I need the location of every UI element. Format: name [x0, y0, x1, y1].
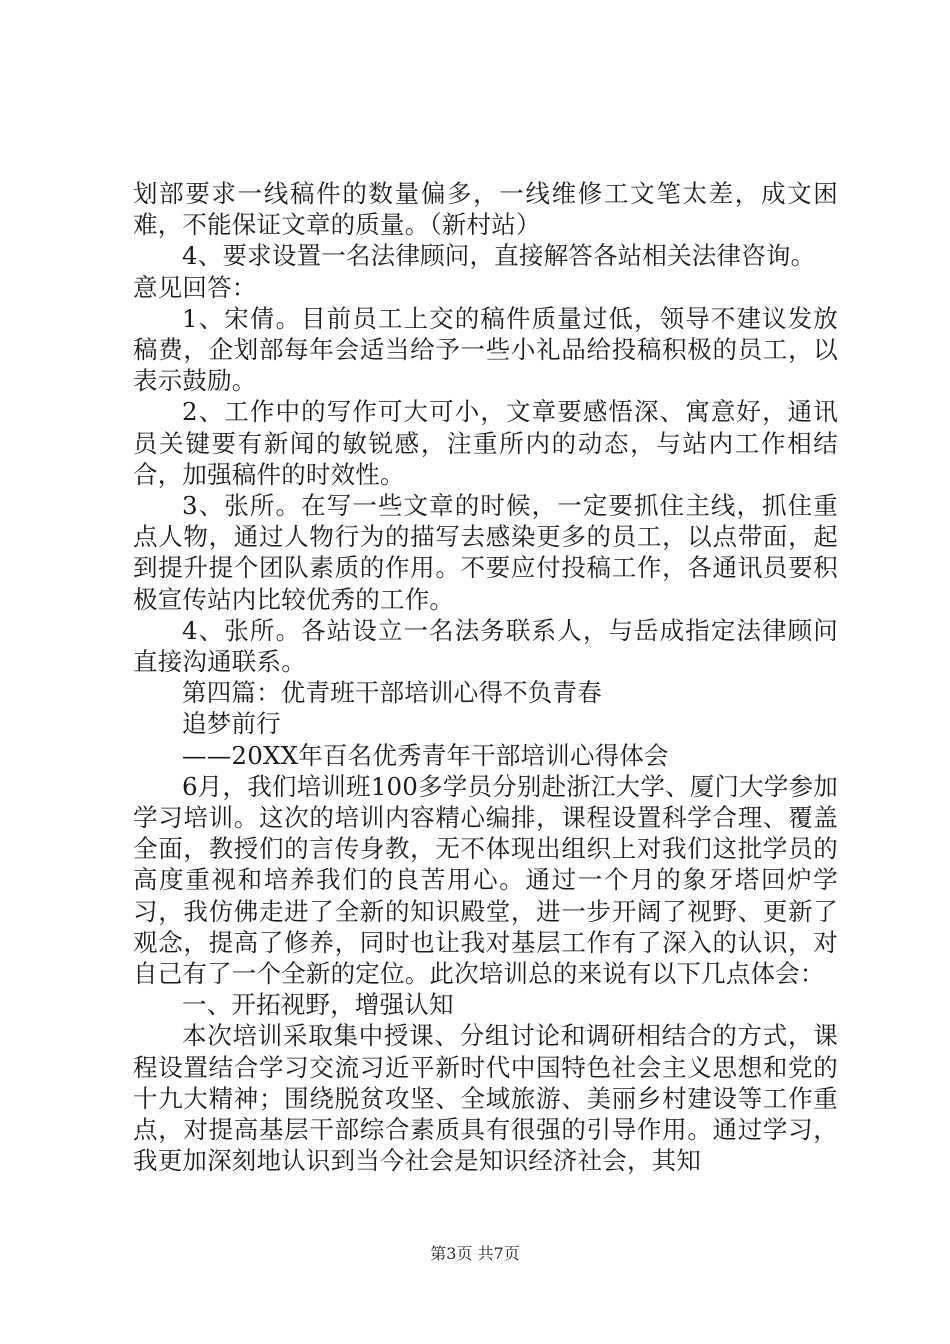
paragraph: 划部要求一线稿件的数量偏多，一线维修工文笔太差，成文困难，不能保证文章的质量。（新村站）: [133, 179, 838, 240]
section-heading: 第四篇：优青班干部培训心得不负青春: [182, 678, 602, 708]
paragraph: 意见回答：: [133, 272, 257, 302]
paragraph: 4、要求设置一名法律顾问，直接解答各站相关法律咨询。: [182, 241, 816, 271]
paragraph: 4、张所。各站设立一名法务联系人，与岳成指定法律顾问直接沟通联系。: [133, 615, 838, 677]
paragraph: 6月，我们培训班100多学员分别赴浙江大学、厦门大学参加学习培训。这次的培训内容精心编排，课程设置科学合理、覆盖全面，教授们的言传身教，无不体现出组织上对我们这批学员的高度重视和培养我们的良苦用心。通过一个月的象牙塔回炉学习，我仿佛走进了全新的知识殿堂，进一步开阔了视野、更新了观念，提高了修养，同时也让我对基层工作有了深入的认识，对自己有了一个全新的定位。此次培训总的来说有以下几点体会：: [133, 771, 838, 989]
document-body: [133, 178, 838, 1177]
paragraph: 2、工作中的写作可大可小，文章要感悟深、寓意好，通讯员关键要有新闻的敏锐感，注重所内的动态，与站内工作相结合，加强稿件的时效性。: [133, 397, 838, 489]
section-heading: 追梦前行: [182, 709, 281, 739]
subheading: 一、开拓视野，增强认知: [182, 990, 454, 1020]
paragraph: 本次培训采取集中授课、分组讨论和调研相结合的方式，课程设置结合学习交流习近平新时代中国特色社会主义思想和党的十九大精神；围绕脱贫攻坚、全域旅游、美丽乡村建设等工作重点，对提高基层干部综合素质具有很强的引导作用。通过学习，我更加深刻地认识到当今社会是知识经济社会，其知: [133, 1021, 838, 1176]
paragraph: 3、张所。在写一些文章的时候，一定要抓住主线，抓住重点人物，通过人物行为的描写去感染更多的员工，以点带面，起到提升提个团队素质的作用。不要应付投稿工作，各通讯员要积极宣传站内比较优秀的工作。: [133, 491, 838, 614]
subtitle: ——20XX年百名优秀青年干部培训心得体会: [182, 740, 669, 770]
page-number-footer: 第3页 共7页: [430, 1244, 520, 1263]
paragraph: 1、宋倩。目前员工上交的稿件质量过低，领导不建议发放稿费，企划部每年会适当给予一些小礼品给投稿积极的员工，以表示鼓励。: [133, 303, 838, 396]
